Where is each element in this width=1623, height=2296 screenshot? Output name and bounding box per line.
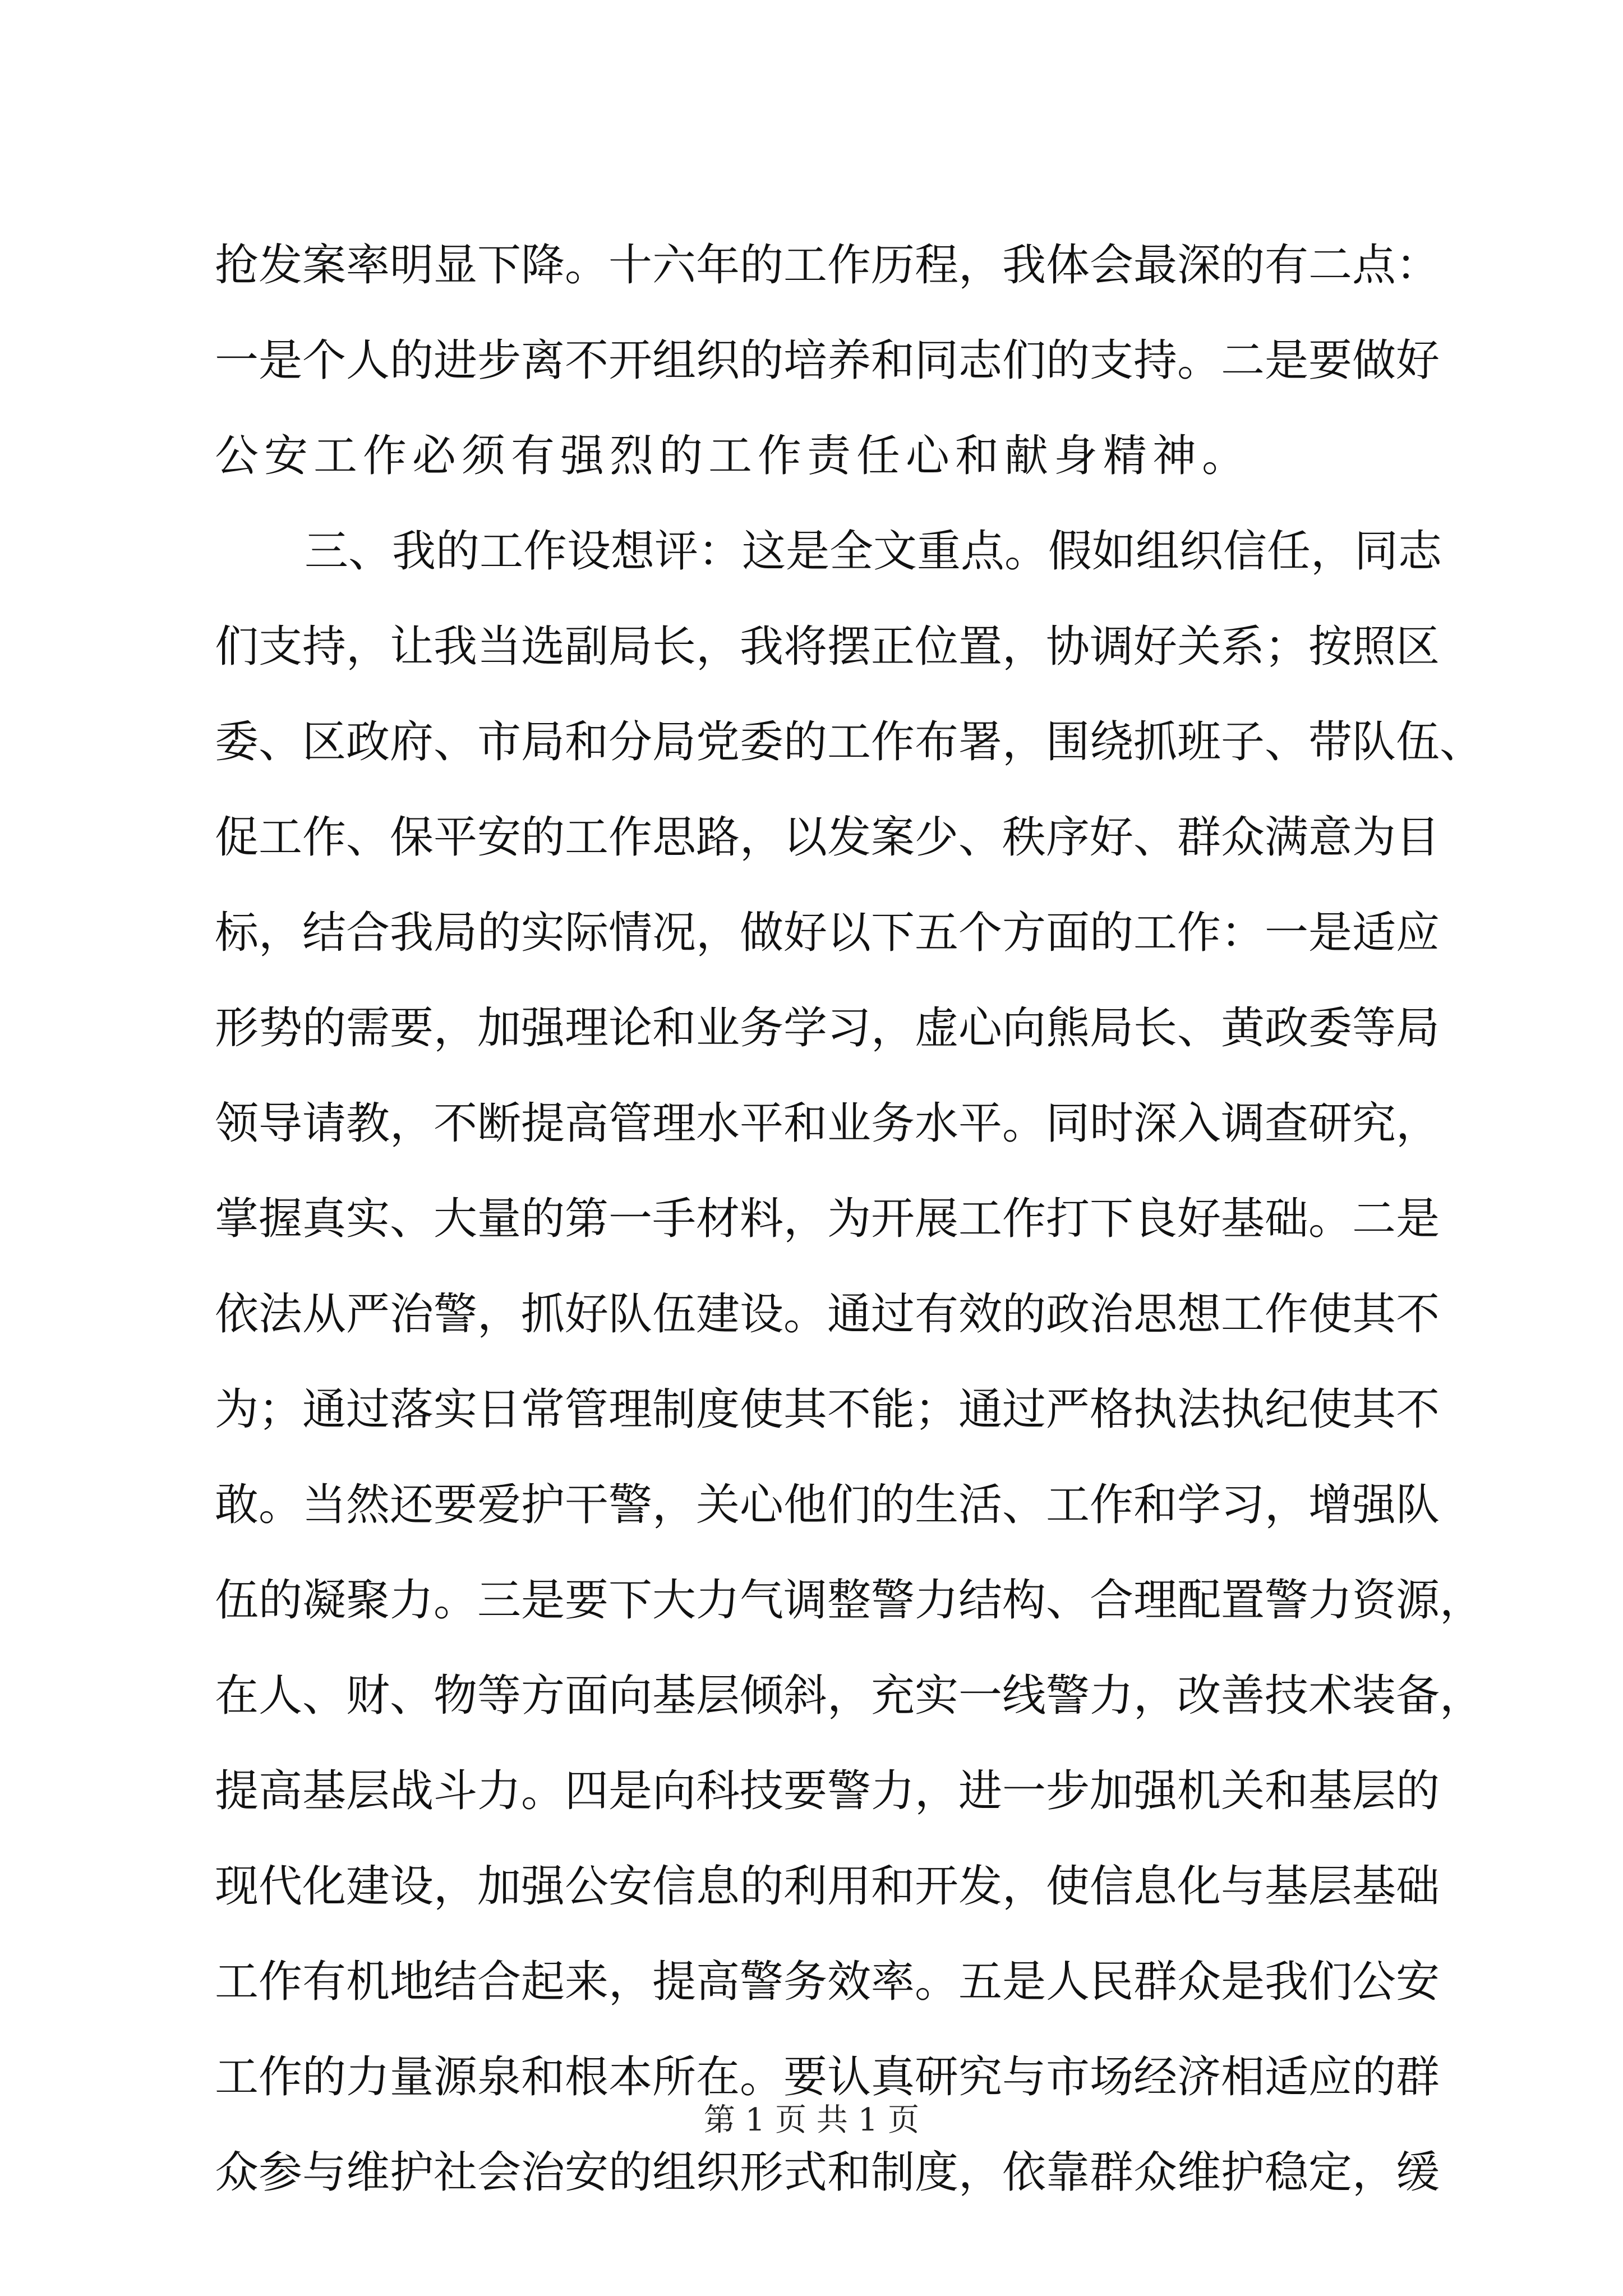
text-line: 众参与维护社会治安的组织形式和制度，依靠群众维护稳定，缓 [215,2147,1440,2198]
text-line: 伍的凝聚力。三是要下大力气调整警力结构、合理配置警力资源， [215,1575,1484,1626]
text-line: 委、区政府、市局和分局党委的工作布署，围绕抓班子、带队伍、 [215,717,1484,767]
text-line: 依法从严治警，抓好队伍建设。通过有效的政治思想工作使其不 [215,1289,1440,1340]
document-body [215,218,1484,2220]
text-line: 促工作、保平安的工作思路，以发案少、秩序好、群众满意为目 [215,812,1440,863]
text-line: 在人、财、物等方面向基层倾斜，充实一线警力，改善技术装备， [215,1671,1484,1721]
paragraph-1 [215,218,1440,504]
text-line: 标，结合我局的实际情况，做好以下五个方面的工作：一是适应 [215,908,1440,958]
text-line: 提高基层战斗力。四是向科技要警力，进一步加强机关和基层的 [215,1766,1440,1816]
text-line: 工作的力量源泉和根本所在。要认真研究与市场经济相适应的群 [215,2052,1440,2102]
text-line: 抢发案率明显下降。十六年的工作历程，我体会最深的有二点： [215,240,1440,291]
text-line: 掌握真实、大量的第一手材料，为开展工作打下良好基础。二是 [215,1194,1440,1244]
text-line: 公安工作必须有强烈的工作责任心和献身精神。 [215,431,1252,481]
text-line: 领导请教，不断提高管理水平和业务水平。同时深入调查研究， [215,1098,1440,1149]
text-line: 一是个人的进步离不开组织的培养和同志们的支持。二是要做好 [215,335,1440,386]
text-line: 工作有机地结合起来，提高警务效率。五是人民群众是我们公安 [215,1957,1440,2007]
page-number-label: 第 1 页 共 1 页 [703,2102,920,2138]
paragraph-2 [215,504,1484,2220]
text-line: 为；通过落实日常管理制度使其不能；通过严格执法执纪使其不 [215,1384,1440,1435]
text-line: 们支持，让我当选副局长，我将摆正位置，协调好关系；按照区 [215,622,1440,672]
page-footer [0,2098,1623,2143]
text-line: 现代化建设，加强公安信息的利用和开发，使信息化与基层基础 [215,1861,1440,1912]
text-line: 三、我的工作设想评：这是全文重点。假如组织信任，同志 [305,526,1442,577]
text-line: 敢。当然还要爱护干警，关心他们的生活、工作和学习，增强队 [215,1480,1440,1530]
text-line: 形势的需要，加强理论和业务学习，虚心向熊局长、黄政委等局 [215,1003,1440,1053]
